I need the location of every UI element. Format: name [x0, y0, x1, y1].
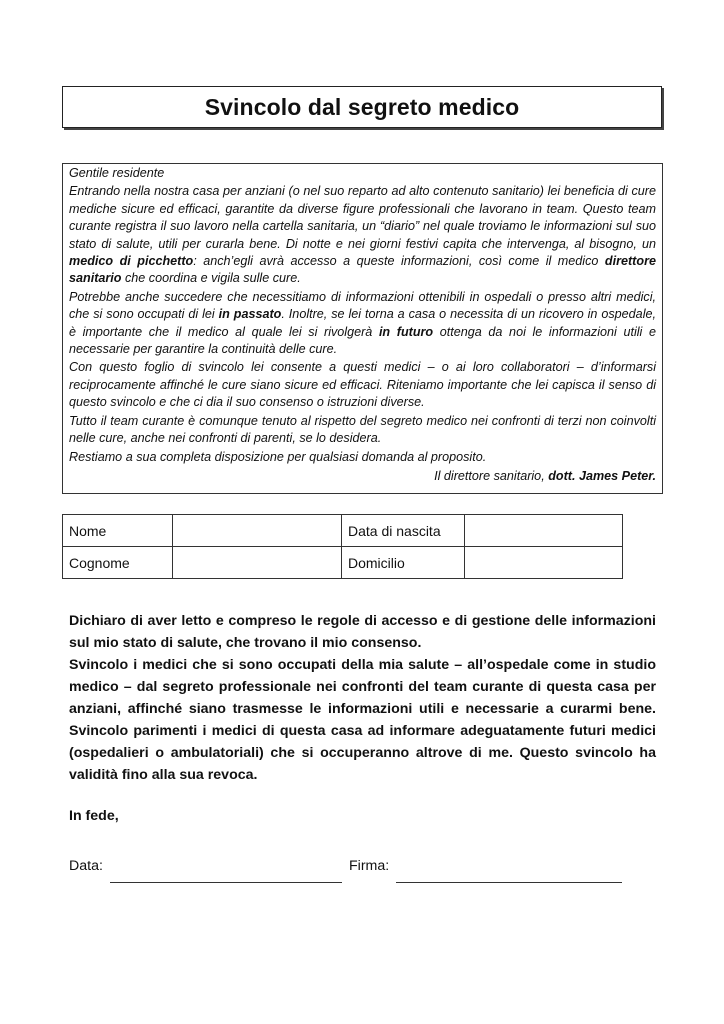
document-title: Svincolo dal segreto medico	[204, 93, 520, 120]
declaration	[69, 610, 656, 786]
letter-paragraph-4: Tutto il team curante è comunque tenuto al rispetto del segreto medico nei confronti di terzi non coinvolti nelle cure, anche nei confronti di parenti, se lo desidera.	[69, 413, 656, 446]
declaration-paragraph-1: Dichiaro di aver letto e compreso le regole di accesso e di gestione delle informazioni sul mio stato di salute, che trovano il mio consenso.	[69, 613, 656, 651]
letter-signature: Il direttore sanitario, dott. James Peter.	[434, 468, 656, 483]
name-label: Nome	[63, 515, 173, 547]
signature-label: Firma:	[349, 858, 390, 874]
letter-greeting: Gentile residente	[69, 166, 165, 180]
name-field[interactable]	[173, 515, 342, 547]
in-fede: In fede,	[69, 808, 119, 824]
letter-paragraph-3: Con questo foglio di svincolo lei consente a questi medici – o ai loro collaboratori – d’informarsi reciprocamente affinché le cure siano sicure ed efficaci. Riteniamo importante che lei capisca il senso di questo svincolo e che ci dia il suo consenso o istruzioni diverse.	[69, 360, 656, 410]
letter-box	[62, 163, 663, 494]
domicile-label: Domicilio	[342, 547, 465, 579]
letter-paragraph-1: Entrando nella nostra casa per anziani (o nel suo reparto ad alto contenuto sanitario) lei beneficia di cure mediche sicure ed efficaci, garantite da diverse figure professionali che lavorano in team. Questo team curante registra il suo lavoro nella cartella sanitaria, un “diario” nel quale troviamo le informazioni sul suo stato di salute, utili per curarla bene. Di notte e nei giorni festivi capita che intervenga, al bisogno, un medico di picchetto: anch’egli avrà accesso a queste informazioni, così come il medico direttore sanitario che coordina e vigila sulle cure.	[69, 184, 656, 286]
surname-label: Cognome	[63, 547, 173, 579]
table-row	[63, 515, 623, 547]
birth-date-label: Data di nascita	[342, 515, 465, 547]
table-row	[63, 547, 623, 579]
date-label: Data:	[69, 858, 103, 874]
surname-field[interactable]	[173, 547, 342, 579]
declaration-paragraph-2: Svincolo i medici che si sono occupati della mia salute – all’ospedale come in studio medico – dal segreto professionale nei confronti del team curante di questa casa per anziani, affinché siano trasmesse le informazioni utili e necessarie a curarmi bene. Svincolo parimenti i medici di questa casa ad informare adeguatamente futuri medici (ospedalieri o ambulatoriali) che si occuperanno altrove di me. Questo svincolo ha validità fino alla sua revoca.	[69, 657, 656, 783]
title-box	[62, 86, 662, 128]
signature-line[interactable]	[396, 882, 622, 883]
birth-date-field[interactable]	[465, 515, 623, 547]
domicile-field[interactable]	[465, 547, 623, 579]
letter-paragraph-2: Potrebbe anche succedere che necessitiamo di informazioni ottenibili in ospedali o presso altri medici, che si sono occupati di lei in passato. Inoltre, se lei torna a casa o necessita di un ricovero in ospedale, è importante che il medico al quale lei si rivolgerà in futuro ottenga da noi le informazioni utili e necessarie per garantire la continuità delle cure.	[69, 289, 656, 357]
date-signature-line[interactable]	[110, 882, 342, 883]
letter-paragraph-5: Restiamo a sua completa disposizione per qualsiasi domanda al proposito.	[69, 449, 487, 464]
personal-data-table	[62, 514, 623, 579]
